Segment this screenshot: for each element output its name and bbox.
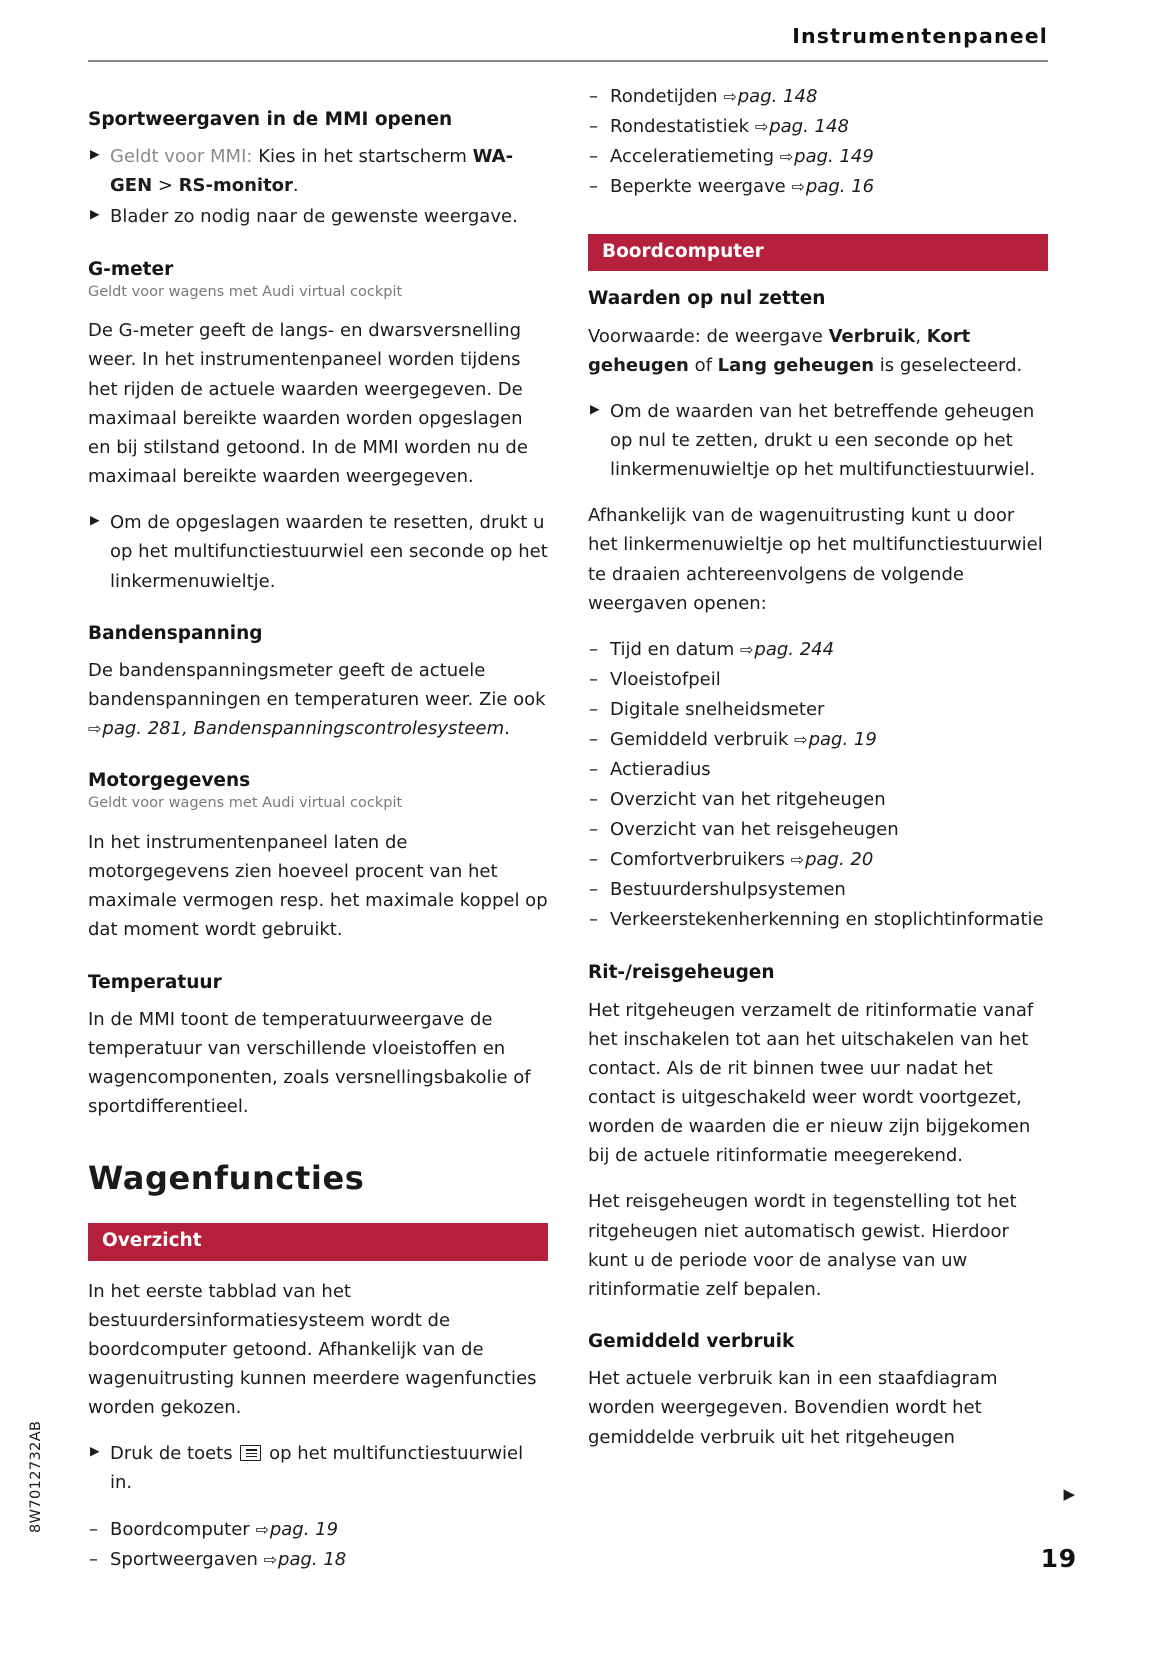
action-item xyxy=(88,508,548,595)
condition-text-mid-2: of xyxy=(688,354,718,376)
paragraph-motorgegevens: In het instrumentenpaneel laten de motorgegevens zien hoeveel procent van het maximale vermogen resp. het maximale koppel op dat moment wordt gebruikt. xyxy=(88,831,548,941)
cross-reference-arrow-icon: ⇨ xyxy=(723,87,737,106)
list-item-reference xyxy=(794,729,877,750)
cross-reference-arrow-icon: ⇨ xyxy=(263,1549,278,1569)
heading-temperatuur: Temperatuur xyxy=(88,971,222,993)
list-item xyxy=(588,905,1048,935)
list-item-reference xyxy=(723,86,817,107)
cross-reference-target: pag. 244 xyxy=(754,638,835,660)
cross-reference-target: pag. 18 xyxy=(278,1548,347,1570)
bullet-triangle-icon: ▶ xyxy=(90,512,100,528)
action-menu-separator: > xyxy=(152,175,179,197)
dash-icon: – xyxy=(589,879,598,901)
cross-reference-arrow-icon: ⇨ xyxy=(88,719,102,739)
mfsw-list-key-icon xyxy=(240,1445,261,1461)
bullet-triangle-icon: ▶ xyxy=(590,400,600,416)
condition-bold-kort-geheugen: Kort geheugen xyxy=(588,325,971,376)
cross-reference-target: pag. 16 xyxy=(805,176,875,198)
dash-list-weergaven xyxy=(588,635,1048,935)
cross-reference-target: pag. 149 xyxy=(794,146,874,168)
list-item-label: Actieradius xyxy=(610,759,711,781)
cross-reference-target: pag. 19 xyxy=(808,729,877,751)
action-item xyxy=(88,202,548,231)
paragraph-reisgeheugen: Het reisgeheugen wordt in tegenstelling tot het ritgeheugen niet automatisch gewist. Hierdoor kunt u de periode voor de analyse van uw ritinformatie zelf bepalen. xyxy=(588,1191,1017,1300)
cross-reference-target: pag. 148 xyxy=(769,116,849,138)
list-item xyxy=(588,845,1048,875)
continuation-arrow-icon: ▶ xyxy=(1063,1485,1075,1503)
paragraph-temperatuur: In de MMI toont de temperatuurweergave de temperatuur van verschillende vloeistoffen en wagencomponenten, zoals versnellingsbakolie of sportdifferentieel. xyxy=(88,1008,531,1118)
cross-reference-arrow-icon: ⇨ xyxy=(794,730,808,750)
section-banner-boordcomputer: Boordcomputer xyxy=(588,234,1048,271)
dash-icon: – xyxy=(589,116,598,138)
action-text: Om de waarden van het betreffende geheugen op nul te zetten, drukt u een seconde op het linkermenuwieltje op het multifunctiestuurwiel. xyxy=(610,400,1036,481)
action-text-before: Druk de toets xyxy=(110,1443,239,1465)
action-text: Blader zo nodig naar de gewenste weergave. xyxy=(110,206,518,228)
dash-icon: – xyxy=(589,699,598,720)
list-item xyxy=(588,665,1048,695)
action-list-reset xyxy=(588,397,1048,484)
list-item xyxy=(588,755,1048,785)
paragraph-weergaven-intro: Afhankelijk van de wagenuitrusting kunt u door het linkermenuwieltje op het multifunctiestuurwiel te draaien achtereenvolgens de volgende weergaven openen: xyxy=(588,505,1043,614)
list-item-reference xyxy=(740,639,834,660)
action-bold-menu-1: WA-GEN xyxy=(110,146,514,197)
list-item-label: Gemiddeld verbruik xyxy=(610,729,789,751)
list-item-label: Comfortverbruikers xyxy=(610,849,785,871)
dash-icon: – xyxy=(589,86,598,107)
dash-icon: – xyxy=(589,759,598,781)
paragraph-text-before: De bandenspanningsmeter geeft de actuele bandenspanningen en temperaturen weer. Zie ook xyxy=(88,659,546,710)
list-item xyxy=(588,142,1048,172)
list-item xyxy=(588,785,1048,815)
paragraph-ritgeheugen: Het ritgeheugen verzamelt de ritinformatie vanaf het inschakelen tot aan het uitschakelen van het contact. Als de rit binnen twee uur nadat het contact is uitgeschakeld weer wordt voortgezet, worden de waarden die er nieuw zijn bijgekomen bij de actuele ritinformatie meegerekend. xyxy=(588,999,1034,1167)
left-column xyxy=(88,82,548,1592)
cross-reference-arrow-icon: ⇨ xyxy=(779,147,794,167)
condition-text-mid-1: , xyxy=(915,325,927,347)
list-item-label: Rondestatistiek xyxy=(610,116,750,138)
header-divider xyxy=(88,60,1048,62)
heading-sportweergaven-openen: Sportweergaven in de MMI openen xyxy=(88,109,453,130)
heading-rit-reisgeheugen: Rit-/reisgeheugen xyxy=(588,962,775,984)
paragraph-voorwaarde xyxy=(588,322,1048,380)
applies-note-g-meter: Geldt voor wagens met Audi virtual cockpit xyxy=(88,283,403,300)
document-part-number: 8W7012732AB xyxy=(28,1420,44,1533)
cross-reference-target: pag. 148 xyxy=(737,86,818,107)
list-item-reference xyxy=(791,176,874,197)
list-item-label: Overzicht van het reisgeheugen xyxy=(610,819,899,841)
list-item-label: Digitale snelheidsmeter xyxy=(610,699,825,720)
condition-bold-lang-geheugen: Lang geheugen xyxy=(717,354,875,376)
paragraph-bandenspanning xyxy=(88,656,548,743)
list-item-reference xyxy=(791,849,874,870)
paragraph-g-meter: De G-meter geeft de langs- en dwarsversnelling weer. In het instrumentenpaneel worden tijdens het rijden de actuele waarden weergegeven. De maximaal bereikte waarden worden opgeslagen en bij stilstand getoond. In de MMI worden nu de maximaal bereikte waarden weergegeven. xyxy=(88,320,528,488)
dash-icon: – xyxy=(89,1518,98,1540)
dash-icon: – xyxy=(589,176,598,198)
list-item-reference xyxy=(780,146,874,167)
paragraph-text-after: . xyxy=(504,718,510,740)
cross-reference-target: pag. 281, Bandenspanningscontrolesysteem xyxy=(102,718,505,740)
paragraph-gemiddeld-verbruik: Het actuele verbruik kan in een staafdiagram worden weergegeven. Bovendien wordt het gemiddelde verbruik uit het ritgeheugen xyxy=(588,1368,998,1448)
heading-waarden-op-nul-zetten: Waarden op nul zetten xyxy=(588,288,826,310)
list-item-reference xyxy=(264,1549,347,1570)
dash-icon: – xyxy=(589,729,598,751)
list-item-label: Boordcomputer xyxy=(110,1518,250,1540)
list-item xyxy=(588,635,1048,665)
list-item xyxy=(588,172,1048,202)
action-item xyxy=(88,1439,548,1497)
dash-list-wagenfuncties xyxy=(88,1515,548,1575)
section-banner-overzicht: Overzicht xyxy=(88,1223,548,1260)
list-item-reference xyxy=(755,116,849,137)
list-item-label: Acceleratiemeting xyxy=(610,146,775,168)
cross-reference-arrow-icon: ⇨ xyxy=(255,1519,269,1539)
list-item xyxy=(588,815,1048,845)
list-item xyxy=(88,1515,548,1545)
heading-motorgegevens: Motorgegevens xyxy=(88,770,251,792)
list-item xyxy=(588,82,1048,112)
list-item-label: Beperkte weergave xyxy=(610,176,786,198)
action-text-after: . xyxy=(292,175,299,197)
list-item-label: Verkeerstekenherkenning en stoplichtinformatie xyxy=(610,909,1044,931)
list-item-label: Sportweergaven xyxy=(110,1548,258,1570)
list-item-label: Bestuurdershulpsystemen xyxy=(610,879,846,901)
action-text-before: Kies in het startscherm xyxy=(258,146,473,168)
paragraph-overzicht: In het eerste tabblad van het bestuurdersinformatiesysteem wordt de boordcomputer getoond. Afhankelijk van de wagenuitrusting kunnen meerdere wagenfuncties worden gekozen. xyxy=(88,1280,537,1419)
cross-reference-arrow-icon: ⇨ xyxy=(754,117,769,137)
list-item xyxy=(588,695,1048,725)
action-text-after: op het multifunctiestuurwiel in. xyxy=(110,1443,524,1494)
heading-bandenspanning: Bandenspanning xyxy=(88,622,263,644)
applies-note-motorgegevens: Geldt voor wagens met Audi virtual cockpit xyxy=(88,795,403,812)
action-list-overzicht xyxy=(88,1439,548,1497)
dash-icon: – xyxy=(589,819,598,841)
dash-icon: – xyxy=(589,638,598,660)
page-header xyxy=(88,24,1048,57)
cross-reference-target: pag. 20 xyxy=(805,849,874,871)
list-item xyxy=(588,112,1048,142)
chapter-title-wagenfuncties: Wagenfuncties xyxy=(88,1159,365,1198)
bullet-triangle-icon: ▶ xyxy=(90,206,100,222)
action-item xyxy=(88,142,548,200)
condition-bold-verbruik: Verbruik xyxy=(828,325,916,347)
list-item-reference xyxy=(255,1519,338,1540)
condition-text-before: Voorwaarde: de weergave xyxy=(588,325,829,347)
list-item-label: Overzicht van het ritgeheugen xyxy=(610,789,886,811)
heading-g-meter: G-meter xyxy=(88,258,174,280)
page-header-title: Instrumentenpaneel xyxy=(792,24,1048,48)
dash-list-sportweergaven xyxy=(588,82,1048,202)
bullet-triangle-icon: ▶ xyxy=(90,146,100,162)
dash-icon: – xyxy=(589,849,598,871)
list-item-label: Tijd en datum xyxy=(610,638,735,660)
action-applies-prefix: Geldt voor MMI: xyxy=(110,146,259,168)
list-item xyxy=(588,725,1048,755)
bullet-triangle-icon: ▶ xyxy=(90,1443,100,1459)
dash-icon: – xyxy=(589,909,598,931)
dash-icon: – xyxy=(589,668,598,690)
cross-reference-target: pag. 19 xyxy=(269,1518,339,1540)
action-text: Om de opgeslagen waarden te resetten, drukt u op het multifunctiestuurwiel een seconde op het linkermenuwieltje. xyxy=(110,512,548,592)
dash-icon: – xyxy=(589,146,598,168)
page-number: 19 xyxy=(1040,1544,1077,1573)
list-item-label: Vloeistofpeil xyxy=(610,668,721,690)
action-list-g-meter xyxy=(88,508,548,595)
list-item xyxy=(88,1545,548,1575)
cross-reference-arrow-icon: ⇨ xyxy=(740,639,754,659)
dash-icon: – xyxy=(89,1548,98,1570)
right-column xyxy=(588,82,1048,1452)
condition-text-after: is geselecteerd. xyxy=(874,354,1023,376)
action-list-sportweergaven xyxy=(88,142,548,231)
list-item-label: Rondetijden xyxy=(610,86,718,107)
cross-reference-arrow-icon: ⇨ xyxy=(790,850,805,870)
dash-icon: – xyxy=(589,789,598,811)
cross-reference-arrow-icon: ⇨ xyxy=(791,177,805,197)
heading-gemiddeld-verbruik: Gemiddeld verbruik xyxy=(588,1331,795,1353)
action-item xyxy=(588,397,1048,484)
list-item xyxy=(588,875,1048,905)
action-bold-menu-2: RS-monitor xyxy=(178,175,293,197)
